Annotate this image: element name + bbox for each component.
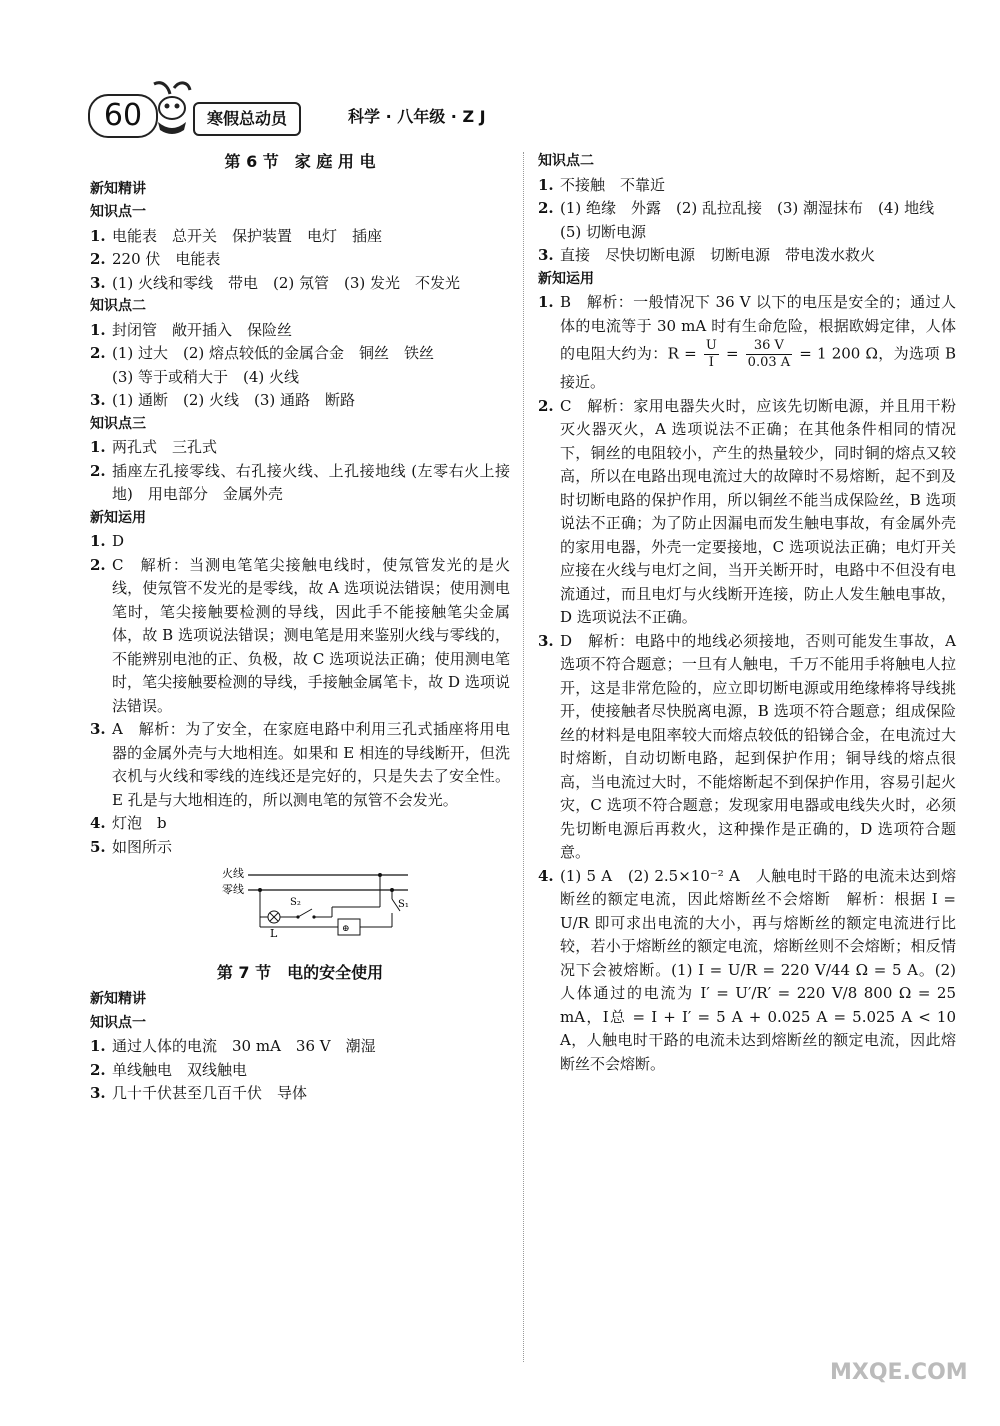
list-item: 2. 单线触电 双线触电 — [90, 1060, 248, 1079]
heading-point-1-b: 知识点一 — [90, 1014, 146, 1031]
list-item: 3. (1) 火线和零线 带电 (2) 氖管 (3) 发光 不发光 — [90, 273, 461, 292]
list-item: 1. 电能表 总开关 保护装置 电灯 插座 — [90, 226, 383, 245]
neutral-wire-label: 零线 — [222, 883, 244, 896]
list-item: 1. 两孔式 三孔式 — [90, 438, 218, 456]
list-item: 4. (1) 5 A (2) 2.5×10⁻² A 人触电时干路的电流未达到熔断丝的额定电流，因此熔断丝不会熔断 解析：根据 I = U/R 即可求出电流的大小，再与熔断丝的额定电流进行比较，若小于熔断丝的额定电流，熔断丝则不会熔断；相反情况下会被熔断。(1) I = U/R = 220 V/44 Ω = 5 A。(2) 人体通过的电流为 I′ = U′/R′ = 220 V/8 800 Ω = 25 mA，I总 = I + I′ = 5 A + 0.025 A = 5.025 A < 10 A，人触电时干路的电流未达到熔断丝的额定电流，因此熔断丝不会熔断。 — [538, 866, 956, 1073]
switch-s1-label: S₁ — [398, 899, 409, 910]
list-item: 2. (1) 绝缘 外露 (2) 乱拉乱接 (3) 潮湿抹布 (4) 地线 — [538, 199, 935, 217]
list-item-continued: (5) 切断电源 — [560, 222, 647, 241]
page-number: 60 — [88, 94, 158, 138]
list-item: 3. 直接 尽快切断电源 切断电源 带电泼水救火 — [538, 246, 876, 264]
list-item: 2. 插座左孔接零线、右孔接火线、上孔接地线 (左零右火上接地) 用电部分 金属外壳 — [90, 461, 510, 503]
list-item: 2. C 解析：当测电笔笔尖接触电线时，使氖管发光的是火线，使氖管不发光的是零线，故 A 选项说法错误；使用测电笔时，笔尖接触要检测的导线，因此手不能接触笔尖金属体，故 B 选项说法错误；测电笔是用来鉴别火线与零线的，不能辨别电池的正、负极，故 C 选项说法正确；使用测电笔时，笔尖接触要检测的导线，手接触金属笔卡，故 D 选项说法错误。 — [90, 555, 510, 715]
right-column — [538, 150, 956, 1076]
section-7-title: 第 7 节 电的安全使用 — [216, 962, 384, 982]
lamp-label: L — [270, 927, 278, 940]
list-item: 1. B 解析：一般情况下 36 V 以下的电压是安全的；通过人体的电流等于 30 mA 时有生命危险，根据欧姆定律，人体的电阻大约为：R = $\frac{U}{I}$ = $\frac{36 V}{0.03 A}$ = 1 200 Ω，为选项 B 接近。 — [538, 293, 956, 391]
section-6-title: 第 6 节 家 庭 用 电 — [224, 152, 376, 171]
list-item: 4. 灯泡 b — [90, 814, 167, 832]
heading-xzjj-2: 新知精讲 — [90, 991, 146, 1007]
list-item: 3. D 解析：电路中的地线必须接地，否则可能发生事故，A 选项不符合题意；一旦有人触电，千万不能用手将触电人拉开，这是非常危险的，应立即切断电源或用绝缘棒将导线挑开，使接触者尽快脱离电源，B 选项不符合题意；组成保险丝的材料是电阻率较大而熔点较低的铅锑合金，在电流过大时熔断，自动切断电路，起到保护作用；铜导线的熔点很高，当电流过大时，不能熔断起不到保护作用，容易引起火灾，C 选项不符合题意；发现家用电器或电线失火时，必须先切断电源后再救火，这种操作是正确的，D 选项符合题意。 — [538, 631, 956, 861]
list-item: 2. 220 伏 电能表 — [90, 250, 221, 268]
heading-xzjj: 新知精讲 — [90, 180, 146, 197]
switch-s2-label: S₂ — [290, 897, 301, 908]
fraction: $\frac{U}{I}$ — [705, 338, 717, 370]
list-item: 1. D — [90, 532, 125, 550]
heading-point-2: 知识点二 — [90, 298, 146, 314]
heading-point-1: 知识点一 — [90, 204, 146, 220]
mascot-icon — [148, 78, 196, 136]
list-item: 2. C 解析：家用电器失火时，应该先切断电源，并且用干粉灭火器灭火，A 选项说法不正确；在其他条件相同的情况下，铜丝的电阻较小，产生的热量较少，同时铜的熔点又较高，所以在电路出现电流过大的故障时不易熔断，起不到及时切断电路的保护作用，所以铜丝不能当成保险丝，B 选项说法不正确；为了防止因漏电而发生触电事故，有金属外壳的家用电器，外壳一定要接地，C 选项说法正确；电灯开关应接在火线与电灯之间，当开关断开时，电路中不但没有电流通过，而且电灯与火线断开连接，防止人发生触电事故，D 选项说法不正确。 — [538, 396, 956, 626]
column-divider — [523, 152, 524, 1362]
list-item: 1. 不接触 不靠近 — [538, 175, 666, 194]
socket-icon: ⊕ — [342, 924, 350, 934]
heading-xzyy: 新知运用 — [90, 509, 146, 526]
brand-title: 寒假总动员 — [193, 102, 301, 136]
list-item: 3. 几十千伏甚至几百千伏 导体 — [90, 1084, 308, 1102]
heading-xzyy-r: 新知运用 — [538, 270, 594, 287]
list-item: 3. (1) 通断 (2) 火线 (3) 通路 断路 — [90, 391, 356, 409]
list-item: 2. (1) 过大 (2) 熔点较低的金属合金 铜丝 铁丝 — [90, 344, 435, 362]
fraction: $\frac{36 V}{0.03 A}$ — [747, 338, 791, 370]
watermark: MXQE.COM — [830, 1360, 968, 1385]
circuit-diagram — [220, 865, 410, 951]
heading-point-3: 知识点三 — [90, 415, 146, 432]
list-item: 5. 如图所示 — [90, 837, 173, 856]
list-item-continued: (3) 等于或稍大于 (4) 火线 — [112, 367, 300, 386]
list-item: 1. 封闭管 敞开插入 保险丝 — [90, 320, 293, 339]
subject-label: 科学 · 八年级 · Z J — [348, 107, 486, 126]
list-item: 1. 通过人体的电流 30 mA 36 V 潮湿 — [90, 1037, 376, 1055]
list-item: 3. A 解析：为了安全，在家庭电路中利用三孔式插座将用电器的金属外壳与大地相连。如果和 E 相连的导线断开，但洗衣机与火线和零线的连线还是完好的，只是失去了安全性。E 孔是与大地相连的，所以测电笔的氖管不会发光。 — [90, 720, 510, 809]
page-header — [88, 92, 528, 142]
left-column — [90, 150, 510, 1106]
live-wire-label: 火线 — [222, 867, 244, 880]
heading-point-2-r: 知识点二 — [538, 153, 594, 169]
